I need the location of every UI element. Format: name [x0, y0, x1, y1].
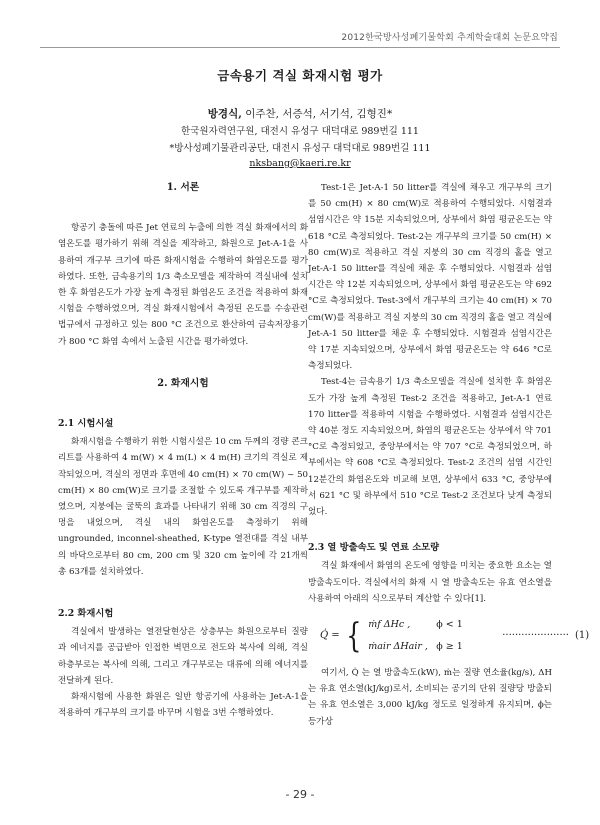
co-authors: 이주찬, 서증석, 서기석, 김형진*	[241, 108, 393, 120]
equation-1	[320, 613, 590, 659]
section-1-heading: 1. 서론	[166, 182, 200, 193]
section-2-1-paragraph: 화재시험을 수행하기 위한 시험시설은 10 cm 두께의 경량 콘크리트를 사용하여 4 m(W) × 4 m(L) × 4 m(H) 크기의 격실로 제작되었으며, 격실의 정면과 후면에 40 cm(H) × 70 cm(W) ~ 50 cm(H) × 80 cm(W)로 크기를 조절할 수 있도록 개구부를 제작하였으며, 지붕에는 굴뚝의 효과를 나타내기 위해 30 cm 직경의 구멍을 내었으며, 격실 내의 화염온도를 측정하기 위해 ungrounded, inconnel-sheathed, K-type 열전대를 격실 내부의 바닥으로부터 80 cm, 200 cm 및 320 cm 높이에 각 21개씩 총 63개를 설치하였다.	[58, 437, 308, 577]
lead-author: 방경식,	[207, 108, 242, 120]
affiliation-1: 한국원자력연구원, 대전시 유성구 대덕대로 989번길 111	[181, 126, 419, 137]
title-block	[0, 66, 600, 169]
affiliation-2: *방사성폐기물관리공단, 대전시 유성구 대덕대로 989번길 111	[169, 143, 431, 154]
equation-case-2	[368, 639, 496, 655]
section-2-heading: 2. 화재시험	[157, 377, 209, 389]
equation-number: (1)	[575, 629, 590, 641]
left-column	[58, 180, 308, 721]
equation-equals: =	[331, 629, 340, 641]
test-4-paragraph: Test-4는 금속용기 1/3 축소모델을 격실에 설치한 후 화염온도가 가장 높게 측정된 Test-2 조건을 적용하고, Jet-A-1 연료 170 litter를 적용하여 시험을 수행하였다. 시험결과 섬염시간은 약 40분 정도 지속되었으며, 화염의 평균온도는 상부에서 약 701 °C로 측정되었고, 중앙부에서는 약 707 °C로 측정되었으며, 하부에서는 약 608 °C로 측정되었다. Test-2 조건의 섬염 시간인 12분간의 화염온도와 비교해 보면, 상부에서 633 °C, 중앙부에서 621 °C 및 하부에서 510 °C로 Test-2 조건보다 낮게 측정되었다.	[308, 377, 552, 518]
section-2-2-heading: 2.2 화재시험	[58, 608, 114, 620]
case-2-condition: ϕ ≥ 1	[436, 641, 463, 653]
author-list	[0, 106, 600, 121]
right-column	[308, 180, 590, 730]
equation-lhs: Q̇	[320, 629, 329, 641]
section-2-2-paragraph-1: 격실에서 발생하는 열전달현상은 상층부는 화원으로부터 질량과 에너지를 공급받아 인접한 벽면으로 전도와 복사에 의해, 격실 하층부로는 복사에 의해, 그리고 개구부로는 대류에 의해 에너지를 전달하게 된다.	[58, 627, 308, 686]
running-header: 2012한국방사성폐기물학회 추계학술대회 논문요약집	[341, 33, 558, 43]
section-2-2-paragraph-2: 화재시험에 사용한 화원은 일반 항공기에 사용하는 Jet-A-1을 적용하여 개구부의 크기를 바꾸며 시험을 3번 수행하였다.	[58, 692, 308, 719]
equation-cases	[368, 617, 496, 655]
author-email: nksbang@kaeri.re.kr	[249, 158, 351, 169]
equation-brace: {	[345, 616, 361, 657]
test-1-3-paragraph: Test-1은 Jet-A-1 50 litter를 격실에 채우고 개구부의 크기를 50 cm(H) × 80 cm(W)로 적용하여 수행되었다. 시험결과 섬염시간은 약 15분 지속되었으며, 상부에서 화염 평균온도는 약 618 °C로 측정되었다. Test-2는 개구부의 크기를 50 cm(H) × 80 cm(W)로 적용하고 격실 지붕의 30 cm 직경의 홀을 열고 Jet-A-1 50 litter를 격실에 채운 후 수행되었다. 시험결과 섬염시간은 약 12분 지속되었으며, 상부에서 화염 평균온도는 약 692 °C로 측정되었다. Test-3에서 개구부의 크기는 40 cm(H) × 70 cm(W)를 적용하고 격실 지붕의 30 cm 직경의 홀을 열고 격실에 Jet-A-1 50 litter를 채운 후 수행되었다. 시험결과 섬염시간은 약 17분 지속되었으며, 상부에서 화염 평균온도는 약 646 °C로 측정되었다.	[308, 183, 552, 372]
equation-case-1	[368, 617, 496, 633]
page-number: - 29 -	[285, 788, 315, 801]
case-1-condition: ϕ < 1	[436, 618, 463, 630]
section-2-3-paragraph-1: 격실 화재에서 화염의 온도에 영향을 미치는 중요한 요소는 열 방출속도이다. 격실에서의 화재 시 열 방출속도는 유효 연소열을 사용하여 아래의 식으로부터 계산할 수 있다[1].	[308, 561, 552, 604]
equation-leader-dots: ·····················	[502, 629, 569, 641]
paper-title: 금속용기 격실 화재시험 평가	[217, 68, 383, 83]
section-2-1-heading: 2.1 시험시설	[58, 418, 114, 430]
section-1-paragraph: 항공기 충돌에 따른 Jet 연료의 누출에 의한 격실 화재에서의 화염온도를 평가하기 위해 격실을 제작하고, 화원으로 Jet-A-1을 사용하여 개구부 크기에 따른 화재시험을 수행하여 화염온도를 평가하였다. 또한, 금속용기의 1/3 축소모델을 제작하여 격실내에 설치한 후 화염온도가 가장 높게 측정된 화염온도 조건을 적용하여 화재시험을 수행하였으며, 격실 화재시험에서 측정된 온도를 수송관련 법규에서 규정하고 있는 800 °C 조건으로 환산하여 금속저장용기가 800 °C 화염 속에서 노출된 시간을 평가하였다.	[58, 223, 308, 347]
case-2-expression: ṁair ΔHair ,	[368, 641, 428, 653]
case-1-expression: ṁf ΔHc ,	[368, 618, 411, 630]
header-rule	[40, 47, 560, 48]
section-2-3-paragraph-2: 여기서, Q̇ 는 열 방출속도(kW), ṁ는 질량 연소율(kg/s), ΔH는 유효 연소열(kJ/kg)로서, 소비되는 공기의 단위 질량당 방출되는 유효 연소열은 3,000 kJ/kg 정도로 일정하게 유지되며, ϕ는 등가상	[308, 668, 552, 727]
section-2-3-heading: 2.3 열 방출속도 및 연료 소모량	[308, 542, 440, 554]
